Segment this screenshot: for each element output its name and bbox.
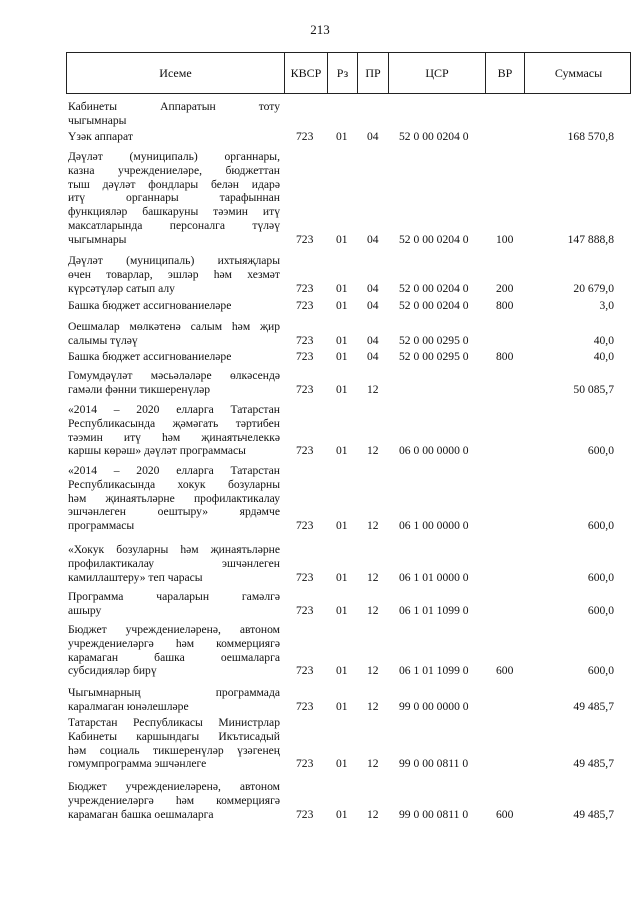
row-name-line: функцияләр башкаруны тәэмин итү — [68, 205, 280, 219]
row-name — [68, 150, 280, 247]
row-name-line: Үзәк аппарат — [68, 130, 133, 143]
row-name — [68, 369, 280, 397]
cell-csr: 52 0 00 0204 0 — [399, 130, 469, 143]
cell-rz: 01 — [336, 570, 348, 584]
cell-csr: 52 0 00 0204 0 — [399, 281, 469, 295]
row-name-line: карамаган башка оешмаларга — [68, 650, 280, 664]
cell-rz: 01 — [336, 382, 348, 396]
row-name-line: казна учреждениеләре, бюджеттан — [68, 163, 280, 177]
cell-csr: 06 1 01 1099 0 — [399, 664, 469, 678]
cell-kvsr: 723 — [296, 699, 314, 713]
row-name-line: Гомумдәүләт мәсьәләләре өлкәсендә — [68, 369, 280, 382]
cell-kvsr: 723 — [296, 444, 314, 458]
cell-csr: 06 0 00 0000 0 — [399, 444, 469, 458]
cell-sum: 40,0 — [593, 350, 614, 363]
cell-pr: 12 — [367, 570, 379, 584]
cell-sum: 600,0 — [587, 603, 614, 617]
row-name-line: Татарстан Республикасы Министрлар — [68, 716, 280, 729]
cell-pr: 04 — [367, 299, 379, 312]
row-name-line: Чыгымнарның программада — [68, 686, 280, 699]
row-name-line: Бюджет учреждениеләренә, автоном — [68, 780, 280, 793]
row-name — [68, 590, 280, 618]
page-number: 213 — [310, 22, 330, 37]
cell-sum: 600,0 — [587, 570, 614, 584]
cell-pr: 12 — [367, 603, 379, 617]
cell-kvsr: 723 — [296, 570, 314, 584]
cell-vr: 200 — [496, 281, 514, 295]
cell-pr: 04 — [367, 333, 379, 347]
row-name-line: учреждениеләргә һәм коммерциягә — [68, 793, 280, 807]
cell-vr: 600 — [496, 807, 514, 821]
cell-sum: 49 485,7 — [573, 757, 614, 771]
row-name-line: каршы көрәш» дәүләт программасы — [68, 444, 246, 458]
cell-csr: 52 0 00 0204 0 — [399, 232, 469, 246]
cell-csr: 99 0 00 0000 0 — [399, 699, 469, 713]
row-name-line: өчен товарлар, эшләр һәм хезмәт — [68, 267, 280, 281]
cell-rz: 01 — [336, 603, 348, 617]
cell-pr: 04 — [367, 350, 379, 363]
row-name-line: салымы түләү — [68, 333, 138, 347]
cell-kvsr: 723 — [296, 281, 314, 295]
cell-rz: 01 — [336, 333, 348, 347]
row-name-line: тыш дәүләт фондлары белән идарә — [68, 177, 280, 191]
cell-sum: 600,0 — [587, 444, 614, 458]
row-name-line: максатларында персоналга түләү — [68, 218, 280, 232]
row-name-line: «2014 – 2020 елларга Татарстан — [68, 403, 280, 416]
cell-sum: 3,0 — [599, 299, 614, 312]
row-name-line: учреждениеләргә һәм коммерциягә — [68, 636, 280, 650]
table-header — [66, 52, 631, 94]
cell-csr: 06 1 00 0000 0 — [399, 519, 469, 533]
cell-pr: 04 — [367, 281, 379, 295]
cell-sum: 20 679,0 — [573, 281, 614, 295]
cell-kvsr: 723 — [296, 299, 314, 312]
row-name-line: Республикасында хокук бозуларны — [68, 477, 280, 491]
cell-csr: 06 1 01 0000 0 — [399, 570, 469, 584]
cell-csr: 52 0 00 0204 0 — [399, 299, 469, 312]
cell-pr: 12 — [367, 382, 379, 396]
row-name-line: гомумпрограмма эшчәнлеге — [68, 757, 207, 771]
row-name — [68, 350, 280, 364]
row-name-line: Бюджет учреждениеләренә, автоном — [68, 623, 280, 636]
row-name-line: «2014 – 2020 елларга Татарстан — [68, 464, 280, 477]
cell-rz: 01 — [336, 444, 348, 458]
cell-sum: 49 485,7 — [573, 699, 614, 713]
cell-vr: 800 — [496, 299, 514, 312]
row-name-line: һәм социаль тикшеренүләр үзәгенең — [68, 743, 280, 757]
cell-csr: 06 1 01 1099 0 — [399, 603, 469, 617]
row-name-line: Башка бюджет ассигнованиеләре — [68, 350, 232, 363]
row-name-line: күрсәтүләр сатып алу — [68, 281, 175, 295]
cell-pr: 12 — [367, 519, 379, 533]
row-name-line: Республикасында җәмәгать тәртибен — [68, 416, 280, 430]
row-name-line: карамаган башка оешмаларга — [68, 807, 214, 821]
row-name — [68, 716, 280, 771]
row-name-line: Программа чараларын гамәлгә — [68, 590, 280, 603]
cell-rz: 01 — [336, 130, 348, 143]
row-name-line: Дәүләт (муниципаль) ихтыяҗлары — [68, 254, 280, 267]
header-vr: ВР — [486, 53, 525, 93]
cell-csr: 52 0 00 0295 0 — [399, 333, 469, 347]
row-name-line: Кабинеты Аппаратын тоту — [68, 100, 280, 113]
cell-rz: 01 — [336, 757, 348, 771]
row-name — [68, 464, 280, 533]
cell-pr: 12 — [367, 664, 379, 678]
row-name-line: программасы — [68, 519, 135, 533]
cell-pr: 12 — [367, 444, 379, 458]
row-name-line: эшчәнлеген оештыру» ярдәмче — [68, 505, 280, 519]
cell-rz: 01 — [336, 350, 348, 363]
cell-kvsr: 723 — [296, 807, 314, 821]
cell-pr: 12 — [367, 807, 379, 821]
cell-kvsr: 723 — [296, 603, 314, 617]
cell-csr: 99 0 00 0811 0 — [399, 807, 469, 821]
row-name-line: ашыру — [68, 603, 102, 617]
row-name — [68, 254, 280, 295]
header-sum: Суммасы — [554, 65, 603, 80]
row-name — [68, 686, 280, 714]
cell-pr: 04 — [367, 232, 379, 246]
row-name-line: тәэмин итү һәм җинаятьчелеккә — [68, 430, 280, 444]
cell-kvsr: 723 — [296, 232, 314, 246]
cell-rz: 01 — [336, 519, 348, 533]
row-name-line: камиллаштеру» теп чарасы — [68, 570, 203, 584]
cell-rz: 01 — [336, 664, 348, 678]
cell-sum: 168 570,8 — [567, 130, 614, 143]
cell-pr: 12 — [367, 699, 379, 713]
header-rz: Рз — [328, 53, 358, 93]
cell-csr: 99 0 00 0811 0 — [399, 757, 469, 771]
cell-kvsr: 723 — [296, 333, 314, 347]
cell-pr: 04 — [367, 130, 379, 143]
cell-vr: 800 — [496, 350, 514, 363]
cell-rz: 01 — [336, 281, 348, 295]
cell-sum: 49 485,7 — [573, 807, 614, 821]
cell-kvsr: 723 — [296, 664, 314, 678]
row-name-line: итү органнары тарафыннан — [68, 191, 280, 205]
cell-kvsr: 723 — [296, 757, 314, 771]
header-pr: ПР — [358, 53, 389, 93]
cell-rz: 01 — [336, 232, 348, 246]
header-csr: ЦСР — [389, 53, 486, 93]
cell-vr: 100 — [496, 232, 514, 246]
row-name-line: гамәли фәнни тикшеренүләр — [68, 382, 211, 396]
row-name-line: профилактикалау эшчәнлеген — [68, 556, 280, 570]
row-name — [68, 320, 280, 348]
row-name — [68, 299, 280, 313]
header-kvsr: КВСР — [285, 53, 328, 93]
row-name — [68, 780, 280, 821]
header-name: Исеме — [67, 53, 285, 93]
row-name-line: чыгымнары — [68, 113, 127, 127]
row-name-line: һәм җинаятьләрне профилактикалау — [68, 491, 280, 505]
cell-rz: 01 — [336, 299, 348, 312]
cell-rz: 01 — [336, 699, 348, 713]
cell-kvsr: 723 — [296, 130, 314, 143]
row-name — [68, 623, 280, 678]
cell-sum: 600,0 — [587, 519, 614, 533]
cell-kvsr: 723 — [296, 519, 314, 533]
cell-sum: 600,0 — [587, 664, 614, 678]
row-name — [68, 130, 280, 144]
row-name — [68, 100, 280, 128]
cell-rz: 01 — [336, 807, 348, 821]
cell-pr: 12 — [367, 757, 379, 771]
cell-sum: 40,0 — [593, 333, 614, 347]
cell-csr: 52 0 00 0295 0 — [399, 350, 469, 363]
row-name-line: чыгымнары — [68, 232, 127, 246]
row-name-line: субсидияләр бирү — [68, 664, 157, 678]
cell-vr: 600 — [496, 664, 514, 678]
row-name — [68, 403, 280, 458]
row-name-line: Оешмалар мөлкәтенә салым һәм җир — [68, 320, 280, 333]
row-name-line: Кабинеты каршындагы Икътисадый — [68, 729, 280, 743]
row-name — [68, 543, 280, 584]
row-name-line: Дәүләт (муниципаль) органнары, — [68, 150, 280, 163]
row-name-line: Башка бюджет ассигнованиеләре — [68, 299, 232, 312]
row-name-line: каралмаган юнәлешләре — [68, 699, 189, 713]
cell-kvsr: 723 — [296, 350, 314, 363]
cell-sum: 50 085,7 — [573, 382, 614, 396]
row-name-line: «Хокук бозуларны һәм җинаятьләрне — [68, 543, 280, 556]
cell-kvsr: 723 — [296, 382, 314, 396]
cell-sum: 147 888,8 — [567, 232, 614, 246]
